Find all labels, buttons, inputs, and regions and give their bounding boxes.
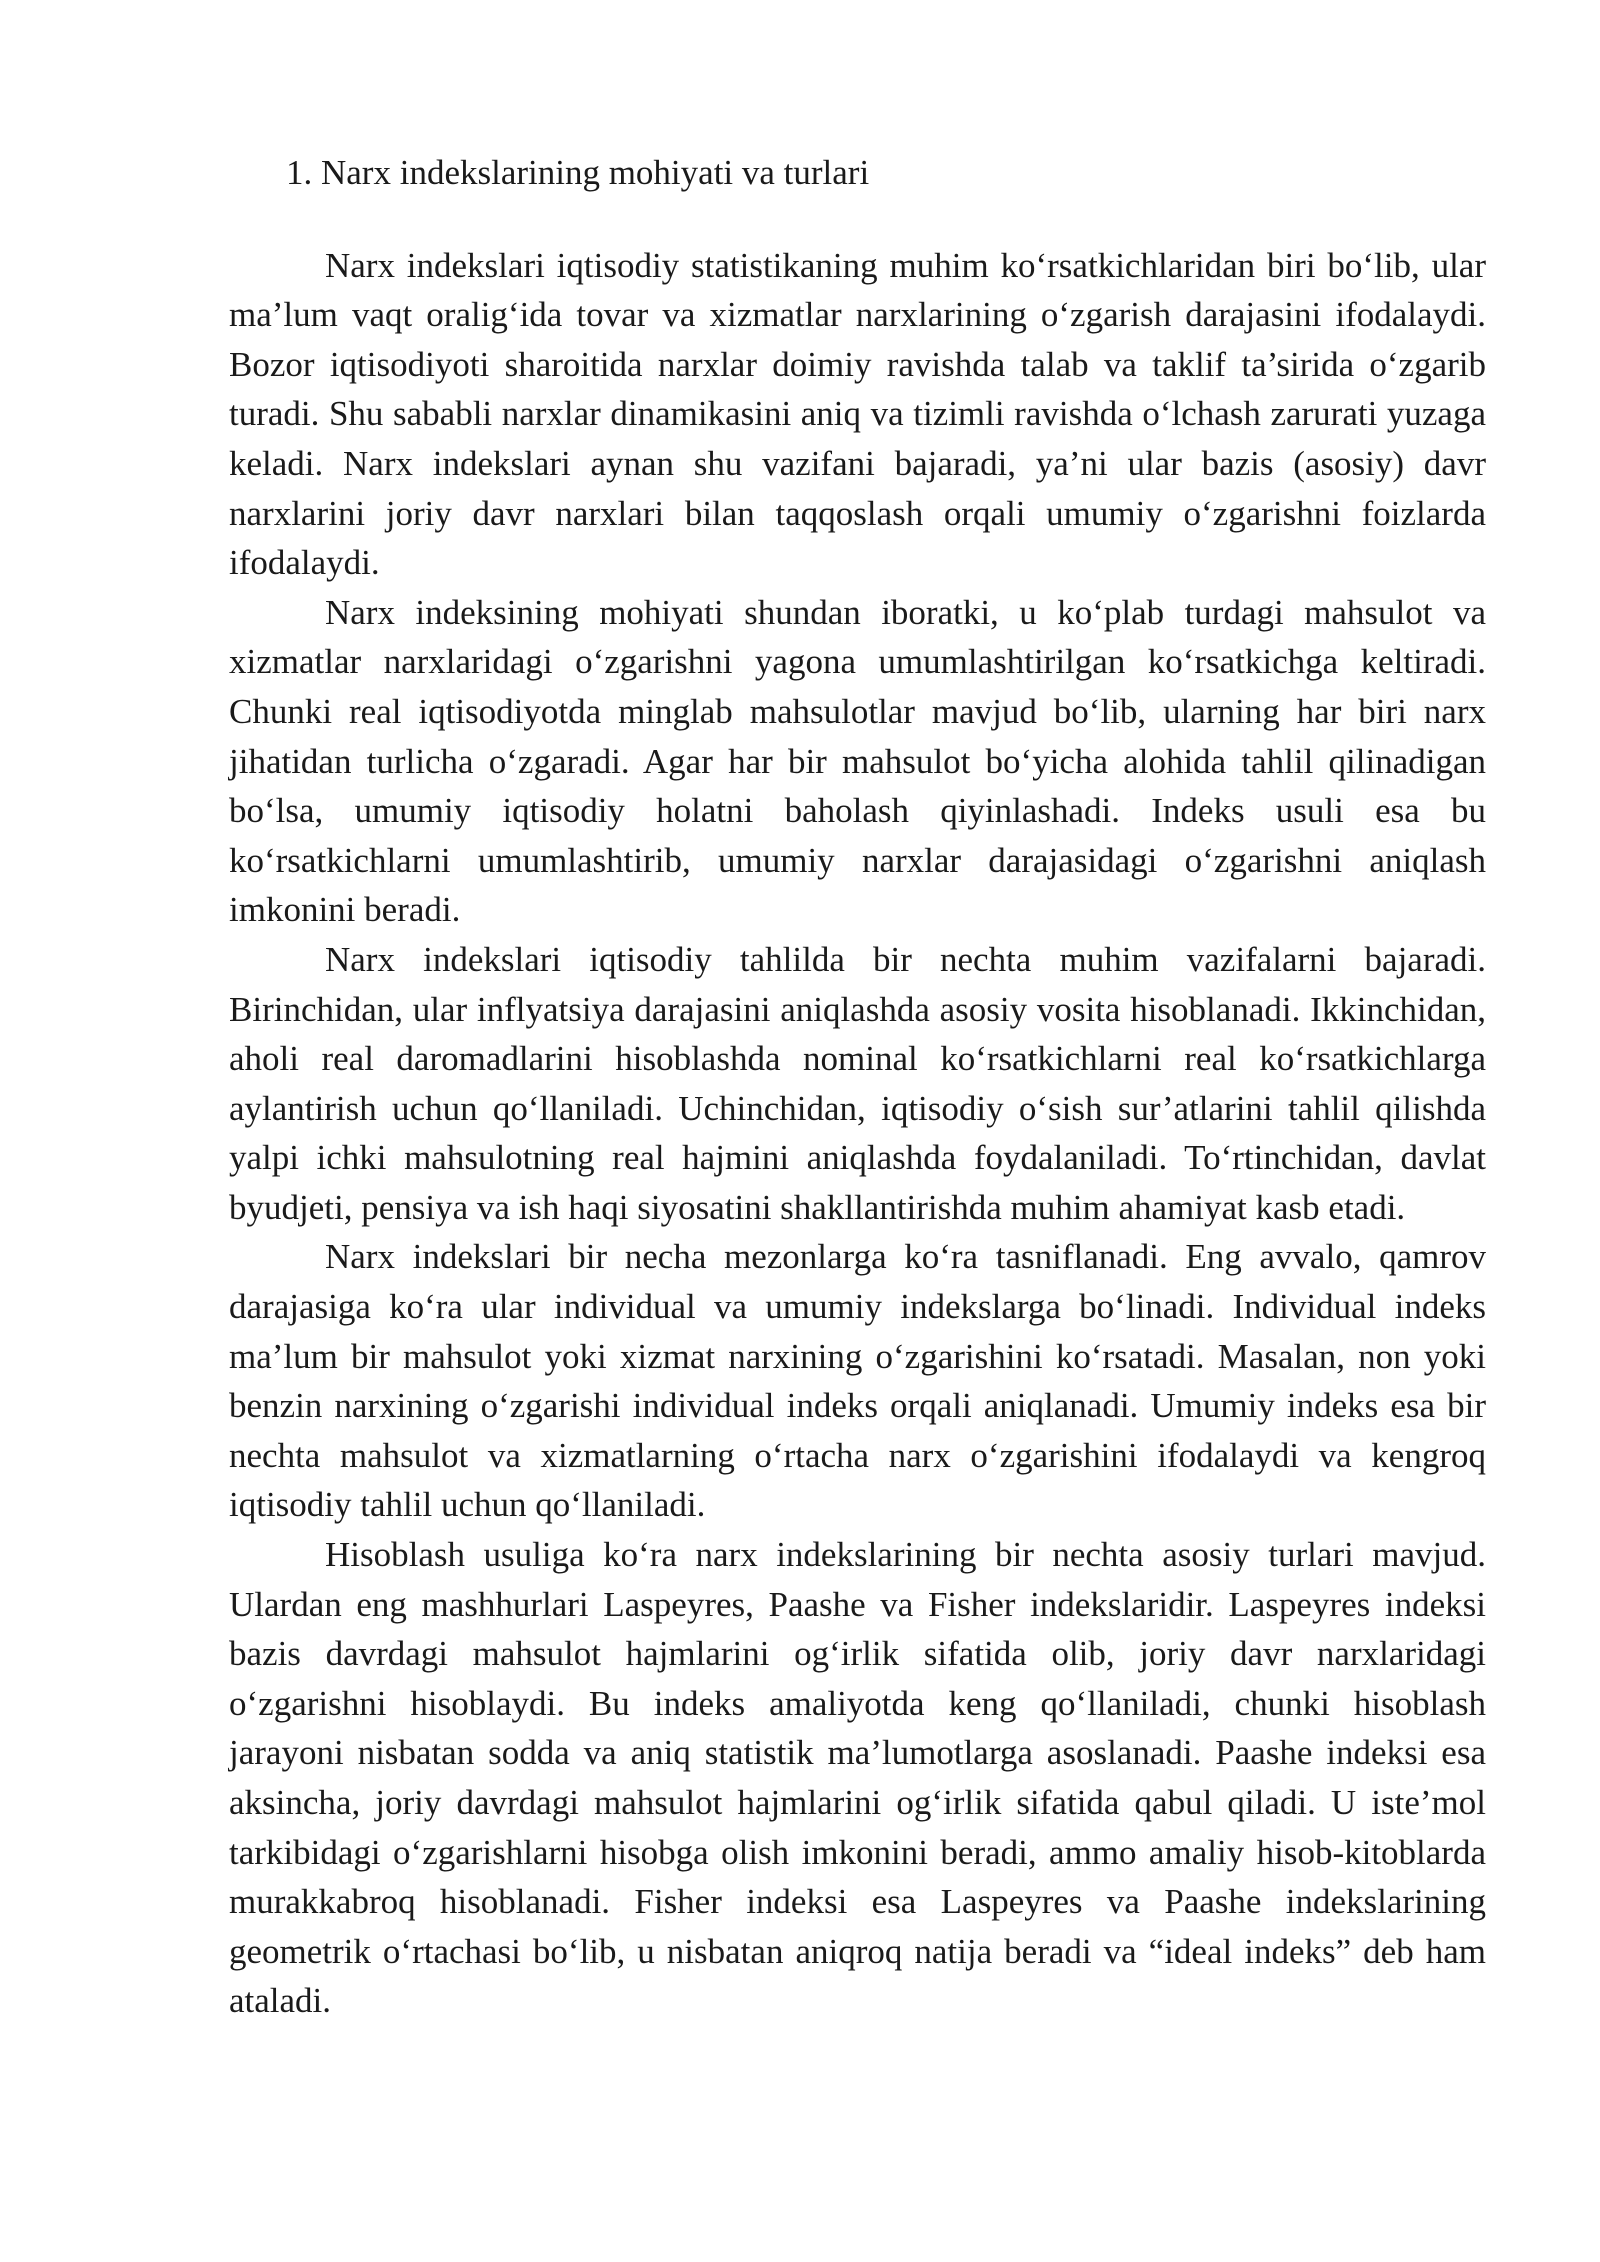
paragraph-classification: Narx indekslari bir necha mezonlarga ko‘ra tasniflanadi. Eng avvalo, qamrov darajasiga ko‘ra ular individual va umumiy indekslarga bo‘linadi. Individual indeks ma’lum bir mahsulot yoki xizmat narxining o‘zgarishini ko‘rsatadi. Masalan, non yoki benzin narxining o‘zgarishi individual indeks orqali aniqlanadi. Umumiy indeks esa bir nechta mahsulot va xizmatlarning o‘rtacha narx o‘zgarishini ifodalaydi va kengroq iqtisodiy tahlil uchun qo‘llaniladi. — [229, 1237, 1486, 1525]
section-heading: 1. Narx indekslarining mohiyati va turlari — [286, 153, 870, 192]
paragraph-definition: Narx indekslari iqtisodiy statistikaning muhim ko‘rsatkichlaridan biri bo‘lib, ular ma’lum vaqt oralig‘ida tovar va xizmatlar narxlarining o‘zgarish darajasini ifodalaydi. Bozor iqtisodiyoti sharoitida narxlar doimiy ravishda talab va taklif ta’sirida o‘zgarib turadi. Shu sababli narxlar dinamikasini aniq va tizimli ravishda o‘lchash zarurati yuzaga keladi. Narx indekslari aynan shu vazifani bajaradi, ya’ni ular bazis (asosiy) davr narxlarini joriy davr narxlari bilan taqqoslash orqali umumiy o‘zgarishni foizlarda ifodalaydi. — [229, 245, 1486, 583]
paragraph-functions: Narx indekslari iqtisodiy tahlilda bir nechta muhim vazifalarni bajaradi. Birinchidan, ular inflyatsiya darajasini aniqlashda asosiy vosita hisoblanadi. Ikkinchidan, aholi real daromadlarini hisoblashda nominal ko‘rsatkichlarni real ko‘rsatkichlarga aylantirish uchun qo‘llaniladi. Uchinchidan, iqtisodiy o‘sish sur’atlarini tahlil qilishda yalpi ichki mahsulotning real hajmini aniqlashda foydalaniladi. To‘rtinchidan, davlat byudjeti, pensiya va ish haqi siyosatini shakllantirishda muhim ahamiyat kasb etadi. — [229, 939, 1486, 1227]
document-body — [229, 148, 1486, 2026]
paragraph-calculation-methods: Hisoblash usuliga ko‘ra narx indekslarining bir nechta asosiy turlari mavjud. Ulardan eng mashhurlari Laspeyres, Paashe va Fisher indekslaridir. Laspeyres indeksi bazis davrdagi mahsulot hajmlarini og‘irlik sifatida olib, joriy davr narxlaridagi o‘zgarishni hisoblaydi. Bu indeks amaliyotda keng qo‘llaniladi, chunki hisoblash jarayoni nisbatan sodda va aniq statistik ma’lumotlarga asoslanadi. Paashe indeksi esa aksincha, joriy davrdagi mahsulot hajmlarini og‘irlik sifatida qabul qiladi. U iste’mol tarkibidagi o‘zgarishlarni hisobga olish imkonini beradi, ammo amaliy hisob-kitoblarda murakkabroq hisoblanadi. Fisher indeksi esa Laspeyres va Paashe indekslarining geometrik o‘rtachasi bo‘lib, u nisbatan aniqroq natija beradi va “ideal indeks” deb ham ataladi. — [229, 1535, 1486, 2021]
paragraph-essence: Narx indeksining mohiyati shundan iboratki, u ko‘plab turdagi mahsulot va xizmatlar narxlaridagi o‘zgarishni yagona umumlashtirilgan ko‘rsatkichga keltiradi. Chunki real iqtisodiyotda minglab mahsulotlar mavjud bo‘lib, ularning har biri narx jihatidan turlicha o‘zgaradi. Agar har bir mahsulot bo‘yicha alohida tahlil qilinadigan bo‘lsa, umumiy iqtisodiy holatni baholash qiyinlashadi. Indeks usuli esa bu ko‘rsatkichlarni umumlashtirib, umumiy narxlar darajasidagi o‘zgarishni aniqlash imkonini beradi. — [229, 592, 1486, 930]
